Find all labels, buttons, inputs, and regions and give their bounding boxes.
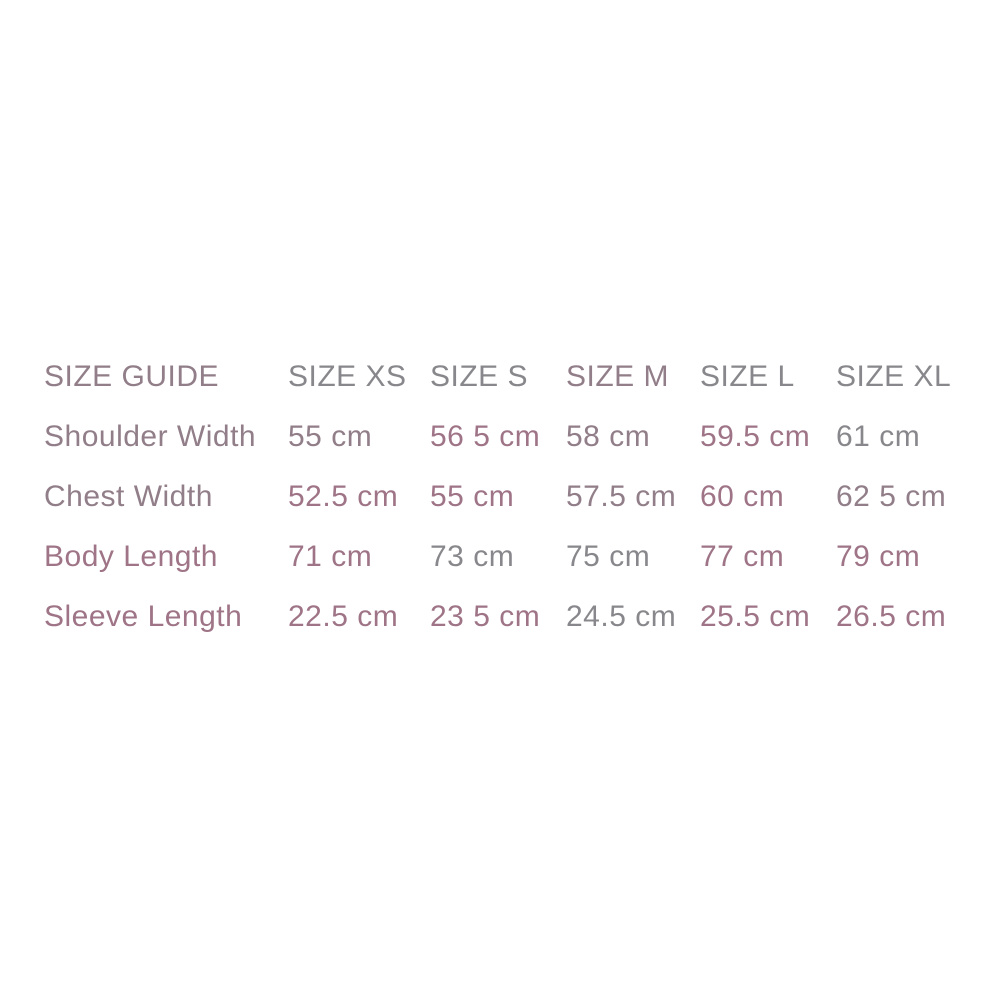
column-header-size-xl: SIZE XL <box>836 360 952 393</box>
measurement-cell: 75 cm <box>566 540 651 573</box>
measurement-cell: 26.5 cm <box>836 600 947 633</box>
column-header-size-m: SIZE M <box>566 360 670 393</box>
row-label: Body Length <box>44 540 218 573</box>
measurement-cell: 61 cm <box>836 420 921 453</box>
measurement-cell: 73 cm <box>430 540 515 573</box>
measurement-cell: 55 cm <box>288 420 373 453</box>
measurement-cell: 77 cm <box>700 540 785 573</box>
column-header-size-xs: SIZE XS <box>288 360 407 393</box>
measurement-cell: 79 cm <box>836 540 921 573</box>
measurement-cell: 52.5 cm <box>288 480 399 513</box>
measurement-cell: 59.5 cm <box>700 420 811 453</box>
measurement-cell: 71 cm <box>288 540 373 573</box>
measurement-cell: 57.5 cm <box>566 480 677 513</box>
measurement-cell: 55 cm <box>430 480 515 513</box>
size-guide-table <box>44 347 960 647</box>
measurement-cell: 58 cm <box>566 420 651 453</box>
measurement-cell: 23 5 cm <box>430 600 541 633</box>
measurement-cell: 25.5 cm <box>700 600 811 633</box>
column-header-size-l: SIZE L <box>700 360 795 393</box>
measurement-cell: 56 5 cm <box>430 420 541 453</box>
row-label: Chest Width <box>44 480 213 513</box>
measurement-cell: 60 cm <box>700 480 785 513</box>
table-title: SIZE GUIDE <box>44 360 220 393</box>
row-label: Shoulder Width <box>44 420 257 453</box>
column-header-size-s: SIZE S <box>430 360 529 393</box>
measurement-cell: 62 5 cm <box>836 480 947 513</box>
measurement-cell: 22.5 cm <box>288 600 399 633</box>
measurement-cell: 24.5 cm <box>566 600 677 633</box>
row-label: Sleeve Length <box>44 600 243 633</box>
